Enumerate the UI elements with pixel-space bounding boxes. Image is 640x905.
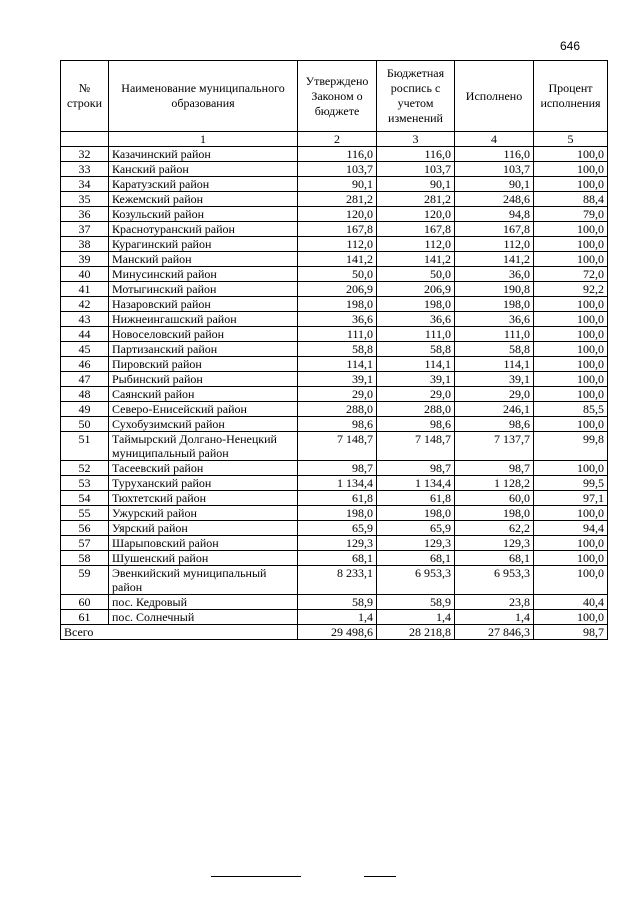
executed-value: 36,0 (455, 267, 534, 282)
percent-value: 100,0 (534, 312, 608, 327)
row-number: 54 (61, 491, 109, 506)
schedule-value: 167,8 (377, 222, 455, 237)
table-row (61, 222, 608, 237)
row-number: 34 (61, 177, 109, 192)
approved-value: 65,9 (298, 521, 377, 536)
total-row (61, 625, 608, 640)
row-number: 59 (61, 566, 109, 595)
municipality-name: пос. Солнечный (109, 610, 298, 625)
table-row (61, 297, 608, 312)
row-number: 32 (61, 147, 109, 162)
table-row (61, 536, 608, 551)
row-number: 46 (61, 357, 109, 372)
row-number: 38 (61, 237, 109, 252)
table-row (61, 476, 608, 491)
executed-value: 1,4 (455, 610, 534, 625)
executed-value: 6 953,3 (455, 566, 534, 595)
municipality-name: Сухобузимский район (109, 417, 298, 432)
schedule-value: 198,0 (377, 506, 455, 521)
schedule-value: 1 134,4 (377, 476, 455, 491)
footer-rule (211, 876, 301, 877)
executed-value: 29,0 (455, 387, 534, 402)
percent-value: 40,4 (534, 595, 608, 610)
municipality-name: Тюхтетский район (109, 491, 298, 506)
total-label: Всего (61, 625, 298, 640)
approved-value: 1 134,4 (298, 476, 377, 491)
municipality-name: Казачинский район (109, 147, 298, 162)
schedule-value: 1,4 (377, 610, 455, 625)
percent-value: 97,1 (534, 491, 608, 506)
approved-value: 198,0 (298, 297, 377, 312)
municipality-name: Назаровский район (109, 297, 298, 312)
row-number: 57 (61, 536, 109, 551)
executed-value: 23,8 (455, 595, 534, 610)
total-percent: 98,7 (534, 625, 608, 640)
municipality-name: Краснотуранский район (109, 222, 298, 237)
municipality-name: Новоселовский район (109, 327, 298, 342)
percent-value: 100,0 (534, 252, 608, 267)
percent-value: 79,0 (534, 207, 608, 222)
column-number: 2 (298, 132, 377, 147)
row-number: 36 (61, 207, 109, 222)
table-row (61, 192, 608, 207)
municipality-name: Шушенский район (109, 551, 298, 566)
row-number: 43 (61, 312, 109, 327)
percent-value: 100,0 (534, 372, 608, 387)
municipality-name: Нижнеингашский район (109, 312, 298, 327)
row-number: 41 (61, 282, 109, 297)
table-row (61, 491, 608, 506)
percent-value: 100,0 (534, 417, 608, 432)
municipality-name: Уярский район (109, 521, 298, 536)
row-number: 45 (61, 342, 109, 357)
row-number: 37 (61, 222, 109, 237)
table-row (61, 267, 608, 282)
row-number: 56 (61, 521, 109, 536)
municipality-name: Минусинский район (109, 267, 298, 282)
table-row (61, 162, 608, 177)
municipality-name: Козульский район (109, 207, 298, 222)
percent-value: 92,2 (534, 282, 608, 297)
municipality-name: Рыбинский район (109, 372, 298, 387)
executed-value: 116,0 (455, 147, 534, 162)
municipality-name: Северо-Енисейский район (109, 402, 298, 417)
total-approved: 29 498,6 (298, 625, 377, 640)
executed-value: 111,0 (455, 327, 534, 342)
percent-value: 100,0 (534, 536, 608, 551)
schedule-value: 288,0 (377, 402, 455, 417)
executed-value: 98,7 (455, 461, 534, 476)
table-row (61, 342, 608, 357)
table-row (61, 177, 608, 192)
municipality-name: Саянский район (109, 387, 298, 402)
row-number: 53 (61, 476, 109, 491)
table-row (61, 595, 608, 610)
header-percent: Процент исполнения (534, 61, 608, 132)
table-row (61, 402, 608, 417)
percent-value: 100,0 (534, 357, 608, 372)
schedule-value: 58,9 (377, 595, 455, 610)
approved-value: 36,6 (298, 312, 377, 327)
schedule-value: 111,0 (377, 327, 455, 342)
percent-value: 100,0 (534, 237, 608, 252)
schedule-value: 65,9 (377, 521, 455, 536)
table-row (61, 387, 608, 402)
municipality-name: Ужурский район (109, 506, 298, 521)
row-number: 33 (61, 162, 109, 177)
executed-value: 141,2 (455, 252, 534, 267)
schedule-value: 50,0 (377, 267, 455, 282)
schedule-value: 6 953,3 (377, 566, 455, 595)
table-row (61, 282, 608, 297)
approved-value: 29,0 (298, 387, 377, 402)
table-row (61, 207, 608, 222)
approved-value: 61,8 (298, 491, 377, 506)
column-number: 4 (455, 132, 534, 147)
column-number: 3 (377, 132, 455, 147)
approved-value: 7 148,7 (298, 432, 377, 461)
approved-value: 90,1 (298, 177, 377, 192)
executed-value: 62,2 (455, 521, 534, 536)
percent-value: 100,0 (534, 506, 608, 521)
table-row (61, 357, 608, 372)
column-number: 1 (109, 132, 298, 147)
approved-value: 167,8 (298, 222, 377, 237)
table-row (61, 327, 608, 342)
schedule-value: 116,0 (377, 147, 455, 162)
row-number: 47 (61, 372, 109, 387)
row-number: 51 (61, 432, 109, 461)
municipality-name: Шарыповский район (109, 536, 298, 551)
executed-value: 94,8 (455, 207, 534, 222)
executed-value: 1 128,2 (455, 476, 534, 491)
approved-value: 1,4 (298, 610, 377, 625)
row-number: 60 (61, 595, 109, 610)
approved-value: 198,0 (298, 506, 377, 521)
executed-value: 246,1 (455, 402, 534, 417)
schedule-value: 120,0 (377, 207, 455, 222)
approved-value: 141,2 (298, 252, 377, 267)
column-numbers-row (61, 132, 608, 147)
table-row (61, 566, 608, 595)
percent-value: 100,0 (534, 177, 608, 192)
percent-value: 100,0 (534, 147, 608, 162)
percent-value: 100,0 (534, 551, 608, 566)
executed-value: 103,7 (455, 162, 534, 177)
percent-value: 100,0 (534, 222, 608, 237)
approved-value: 120,0 (298, 207, 377, 222)
approved-value: 98,7 (298, 461, 377, 476)
executed-value: 167,8 (455, 222, 534, 237)
schedule-value: 58,8 (377, 342, 455, 357)
municipality-name: Мотыгинский район (109, 282, 298, 297)
table-row (61, 147, 608, 162)
percent-value: 85,5 (534, 402, 608, 417)
row-number: 58 (61, 551, 109, 566)
municipality-name: Эвенкийский муниципальный район (109, 566, 298, 595)
percent-value: 100,0 (534, 610, 608, 625)
row-number: 50 (61, 417, 109, 432)
percent-value: 100,0 (534, 566, 608, 595)
municipality-name: Таймырский Долгано-Ненецкий муниципальный район (109, 432, 298, 461)
executed-value: 112,0 (455, 237, 534, 252)
approved-value: 68,1 (298, 551, 377, 566)
schedule-value: 36,6 (377, 312, 455, 327)
executed-value: 36,6 (455, 312, 534, 327)
table-row (61, 506, 608, 521)
schedule-value: 98,6 (377, 417, 455, 432)
row-number: 48 (61, 387, 109, 402)
schedule-value: 129,3 (377, 536, 455, 551)
header-row-no: № строки (61, 61, 109, 132)
percent-value: 99,5 (534, 476, 608, 491)
table-row (61, 252, 608, 267)
schedule-value: 103,7 (377, 162, 455, 177)
schedule-value: 114,1 (377, 357, 455, 372)
table-row (61, 312, 608, 327)
percent-value: 100,0 (534, 461, 608, 476)
approved-value: 58,8 (298, 342, 377, 357)
schedule-value: 7 148,7 (377, 432, 455, 461)
row-number: 61 (61, 610, 109, 625)
executed-value: 7 137,7 (455, 432, 534, 461)
executed-value: 90,1 (455, 177, 534, 192)
column-number-blank (61, 132, 109, 147)
schedule-value: 68,1 (377, 551, 455, 566)
approved-value: 111,0 (298, 327, 377, 342)
budget-execution-table (60, 60, 608, 640)
schedule-value: 39,1 (377, 372, 455, 387)
executed-value: 248,6 (455, 192, 534, 207)
municipality-name: Манский район (109, 252, 298, 267)
schedule-value: 112,0 (377, 237, 455, 252)
page-number: 646 (560, 39, 581, 53)
approved-value: 281,2 (298, 192, 377, 207)
header-approved: Утверждено Законом о бюджете (298, 61, 377, 132)
total-schedule: 28 218,8 (377, 625, 455, 640)
municipality-name: Туруханский район (109, 476, 298, 491)
row-number: 40 (61, 267, 109, 282)
approved-value: 116,0 (298, 147, 377, 162)
municipality-name: Курагинский район (109, 237, 298, 252)
schedule-value: 98,7 (377, 461, 455, 476)
percent-value: 94,4 (534, 521, 608, 536)
column-number: 5 (534, 132, 608, 147)
table-row (61, 237, 608, 252)
municipality-name: пос. Кедровый (109, 595, 298, 610)
approved-value: 112,0 (298, 237, 377, 252)
row-number: 49 (61, 402, 109, 417)
percent-value: 100,0 (534, 327, 608, 342)
approved-value: 8 233,1 (298, 566, 377, 595)
table-row (61, 551, 608, 566)
approved-value: 206,9 (298, 282, 377, 297)
schedule-value: 61,8 (377, 491, 455, 506)
percent-value: 88,4 (534, 192, 608, 207)
percent-value: 100,0 (534, 162, 608, 177)
row-number: 39 (61, 252, 109, 267)
percent-value: 99,8 (534, 432, 608, 461)
schedule-value: 90,1 (377, 177, 455, 192)
header-name: Наименование муниципального образования (109, 61, 298, 132)
approved-value: 58,9 (298, 595, 377, 610)
approved-value: 39,1 (298, 372, 377, 387)
municipality-name: Каратузский район (109, 177, 298, 192)
municipality-name: Партизанский район (109, 342, 298, 357)
schedule-value: 206,9 (377, 282, 455, 297)
percent-value: 100,0 (534, 297, 608, 312)
schedule-value: 281,2 (377, 192, 455, 207)
table-row (61, 461, 608, 476)
row-number: 35 (61, 192, 109, 207)
approved-value: 50,0 (298, 267, 377, 282)
row-number: 52 (61, 461, 109, 476)
total-executed: 27 846,3 (455, 625, 534, 640)
approved-value: 103,7 (298, 162, 377, 177)
executed-value: 198,0 (455, 506, 534, 521)
approved-value: 288,0 (298, 402, 377, 417)
schedule-value: 141,2 (377, 252, 455, 267)
municipality-name: Канский район (109, 162, 298, 177)
executed-value: 60,0 (455, 491, 534, 506)
table-row (61, 372, 608, 387)
header-budget-schedule: Бюджетная роспись с учетом изменений (377, 61, 455, 132)
executed-value: 98,6 (455, 417, 534, 432)
municipality-name: Пировский район (109, 357, 298, 372)
table-row (61, 417, 608, 432)
header-executed: Исполнено (455, 61, 534, 132)
row-number: 55 (61, 506, 109, 521)
approved-value: 98,6 (298, 417, 377, 432)
header-row (61, 61, 608, 132)
executed-value: 114,1 (455, 357, 534, 372)
percent-value: 100,0 (534, 387, 608, 402)
municipality-name: Тасеевский район (109, 461, 298, 476)
executed-value: 68,1 (455, 551, 534, 566)
schedule-value: 198,0 (377, 297, 455, 312)
footer-rule (364, 876, 396, 877)
executed-value: 39,1 (455, 372, 534, 387)
executed-value: 190,8 (455, 282, 534, 297)
schedule-value: 29,0 (377, 387, 455, 402)
table-row (61, 432, 608, 461)
table-row (61, 610, 608, 625)
executed-value: 58,8 (455, 342, 534, 357)
percent-value: 100,0 (534, 342, 608, 357)
approved-value: 129,3 (298, 536, 377, 551)
approved-value: 114,1 (298, 357, 377, 372)
row-number: 42 (61, 297, 109, 312)
executed-value: 129,3 (455, 536, 534, 551)
percent-value: 72,0 (534, 267, 608, 282)
row-number: 44 (61, 327, 109, 342)
table-row (61, 521, 608, 536)
executed-value: 198,0 (455, 297, 534, 312)
municipality-name: Кежемский район (109, 192, 298, 207)
